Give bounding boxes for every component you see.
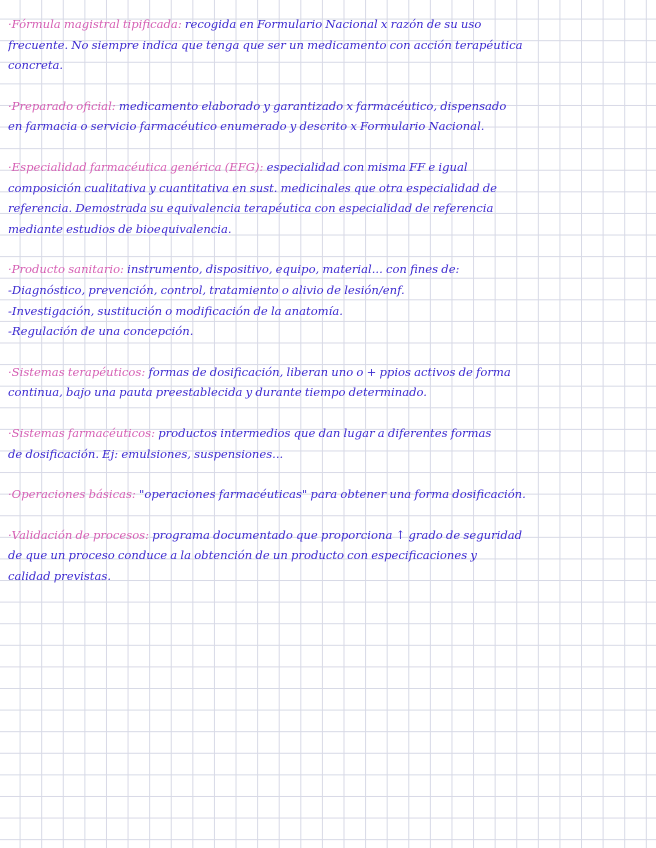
entry-sistemas-farmaceuticos (8, 423, 650, 464)
entry-line (8, 198, 650, 219)
entry-text: continua, bajo una pauta preestablecida y durante tiempo determinado. (8, 385, 427, 400)
entry-text: productos intermedios que dan lugar a diferentes formas (155, 425, 492, 440)
entry-text: especialidad con misma FF e igual (263, 159, 468, 174)
entry-text: programa documentado que proporciona ↑ grado de seguridad (149, 527, 523, 542)
entry-line (8, 116, 650, 137)
entry-text: recogida en Formulario Nacional x razón de su uso (181, 17, 482, 31)
entry-term: ·Sistemas farmacéuticos: (8, 425, 156, 440)
entry-text: instrumento, dispositivo, equipo, material... con fines de: (123, 262, 460, 277)
entry-line (8, 382, 650, 403)
entry-line (8, 423, 650, 444)
entry-validacion-de-procesos (8, 525, 650, 587)
entry-line (8, 525, 650, 546)
entry-term: ·Preparado oficial: (8, 98, 116, 113)
entry-text: de que un proceso conduce a la obtención de un producto con especificaciones y (8, 548, 477, 563)
entry-text: "operaciones farmacéuticas" para obtener una forma dosificación. (135, 487, 526, 502)
entry-especialidad-generica (8, 157, 650, 239)
entry-term: ·Operaciones básicas: (8, 487, 136, 502)
entry-term: ·Producto sanitario: (8, 262, 124, 277)
entry-text: calidad previstas. (8, 568, 112, 583)
entry-text: concreta. (8, 58, 64, 73)
entry-line (8, 484, 650, 505)
entry-text: en farmacia o servicio farmacéutico enumerado y descrito x Formulario Nacional. (8, 119, 485, 134)
handwritten-notes (8, 14, 650, 606)
entry-line (8, 157, 650, 178)
entry-line (8, 301, 650, 322)
entry-text: -Regulación de una concepción. (8, 324, 194, 339)
entry-text: referencia. Demostrada su equivalencia terapéutica con especialidad de referencia (8, 201, 494, 216)
entry-text: -Diagnóstico, prevención, control, tratamiento o alivio de lesión/enf. (8, 282, 405, 297)
entry-line (8, 55, 650, 76)
entry-text: formas de dosificación, liberan uno o + ppios activos de forma (145, 364, 511, 379)
entry-text: medicamento elaborado y garantizado x farmacéutico, dispensado (115, 98, 507, 113)
entry-text: de dosificación. Ej: emulsiones, suspensiones... (8, 446, 284, 461)
entry-line (8, 259, 650, 280)
entry-text: mediante estudios de bioequivalencia. (8, 221, 232, 236)
entry-term: ·Validación de procesos: (8, 527, 150, 542)
entry-operaciones-basicas (8, 484, 650, 505)
entry-line (8, 444, 650, 465)
entry-term: ·Fórmula magistral tipificada: (8, 17, 182, 31)
entry-text: -Investigación, sustitución o modificación de la anatomía. (8, 303, 343, 318)
entry-line (8, 178, 650, 199)
entry-term: ·Especialidad farmacéutica genérica (EFG): (8, 159, 264, 174)
entry-text: frecuente. No siempre indica que tenga que ser un medicamento con acción terapéutica (8, 37, 523, 52)
entry-line (8, 219, 650, 240)
entry-line (8, 280, 650, 301)
entry-preparado-oficial (8, 96, 650, 137)
entry-sistemas-terapeuticos (8, 362, 650, 403)
entry-line (8, 362, 650, 383)
entry-line (8, 321, 650, 342)
entry-formula-magistral-tipificada (8, 14, 650, 76)
entry-line (8, 566, 650, 587)
entry-term: ·Sistemas terapéuticos: (8, 364, 146, 379)
entry-line (8, 96, 650, 117)
entry-line (8, 545, 650, 566)
entry-producto-sanitario (8, 259, 650, 341)
entry-line (8, 14, 650, 35)
entry-text: composición cualitativa y cuantitativa en sust. medicinales que otra especialidad de (8, 180, 497, 195)
entry-line (8, 35, 650, 56)
